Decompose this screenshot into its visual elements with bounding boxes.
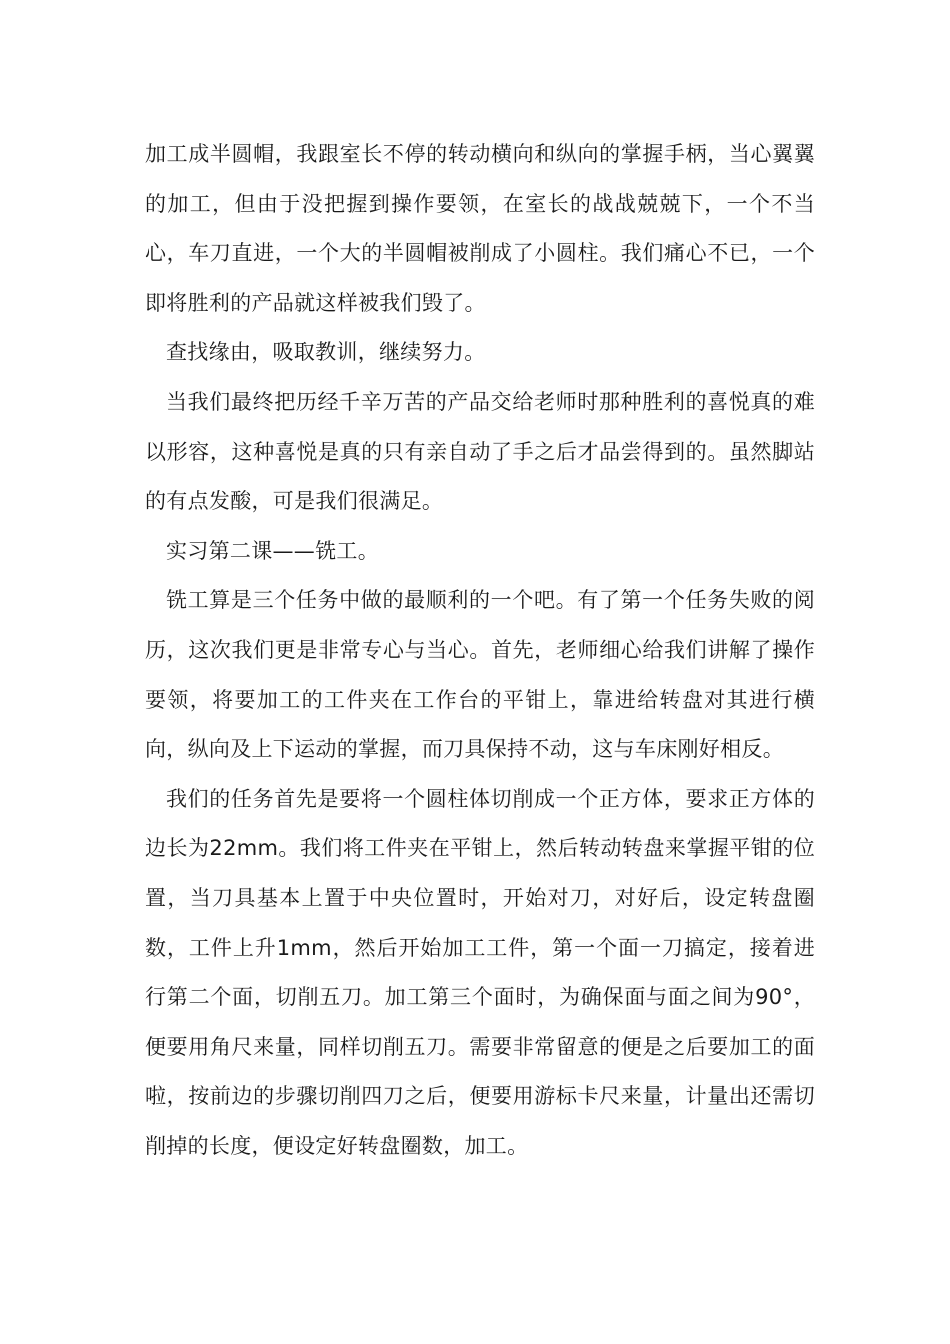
- document-body: [145, 130, 815, 1171]
- paragraph-lathe-continued: 加工成半圆帽，我跟室长不停的转动横向和纵向的掌握手柄，当心翼翼的加工，但由于没把握到操作要领，在室长的战战兢兢下，一个不当心，车刀直进，一个大的半圆帽被削成了小圆柱。我们痛心不已，一个即将胜利的产品就这样被我们毁了。: [145, 142, 815, 315]
- paragraph-lesson-learned: 查找缘由，吸取教训，继续努力。: [166, 340, 486, 365]
- section-heading-milling: 实习第二课——铣工。: [166, 538, 379, 563]
- paragraph-milling-intro: 铣工算是三个任务中做的最顺利的一个吧。有了第一个任务失败的阅历，这次我们更是非常专心与当心。首先，老师细心给我们讲解了操作要领，将要加工的工件夹在工作台的平钳上，靠进给转盘对其进行横向，纵向及上下运动的掌握，而刀具保持不动，这与车床刚好相反。: [145, 588, 815, 762]
- paragraph-hand-in-product: 当我们最终把历经千辛万苦的产品交给老师时那种胜利的喜悦真的难以形容，这种喜悦是真的只有亲自动了手之后才品尝得到的。虽然脚站的有点发酸，可是我们很满足。: [145, 389, 815, 514]
- paragraph-milling-task: 我们的任务首先是要将一个圆柱体切削成一个正方体，要求正方体的边长为22mm。我们将工件夹在平钳上，然后转动转盘来掌握平钳的位置，当刀具基本上置于中央位置时，开始对刀，对好后，设定转盘圈数，工件上升1mm，然后开始加工工件，第一个面一刀搞定，接着进行第二个面，切削五刀。加工第三个面时，为确保面与面之间为90°，便要用角尺来量，同样切削五刀。需要非常留意的便是之后要加工的面啦，按前边的步骤切削四刀之后，便要用游标卡尺来量，计量出还需切削掉的长度，便设定好转盘圈数，加工。: [145, 786, 815, 1158]
